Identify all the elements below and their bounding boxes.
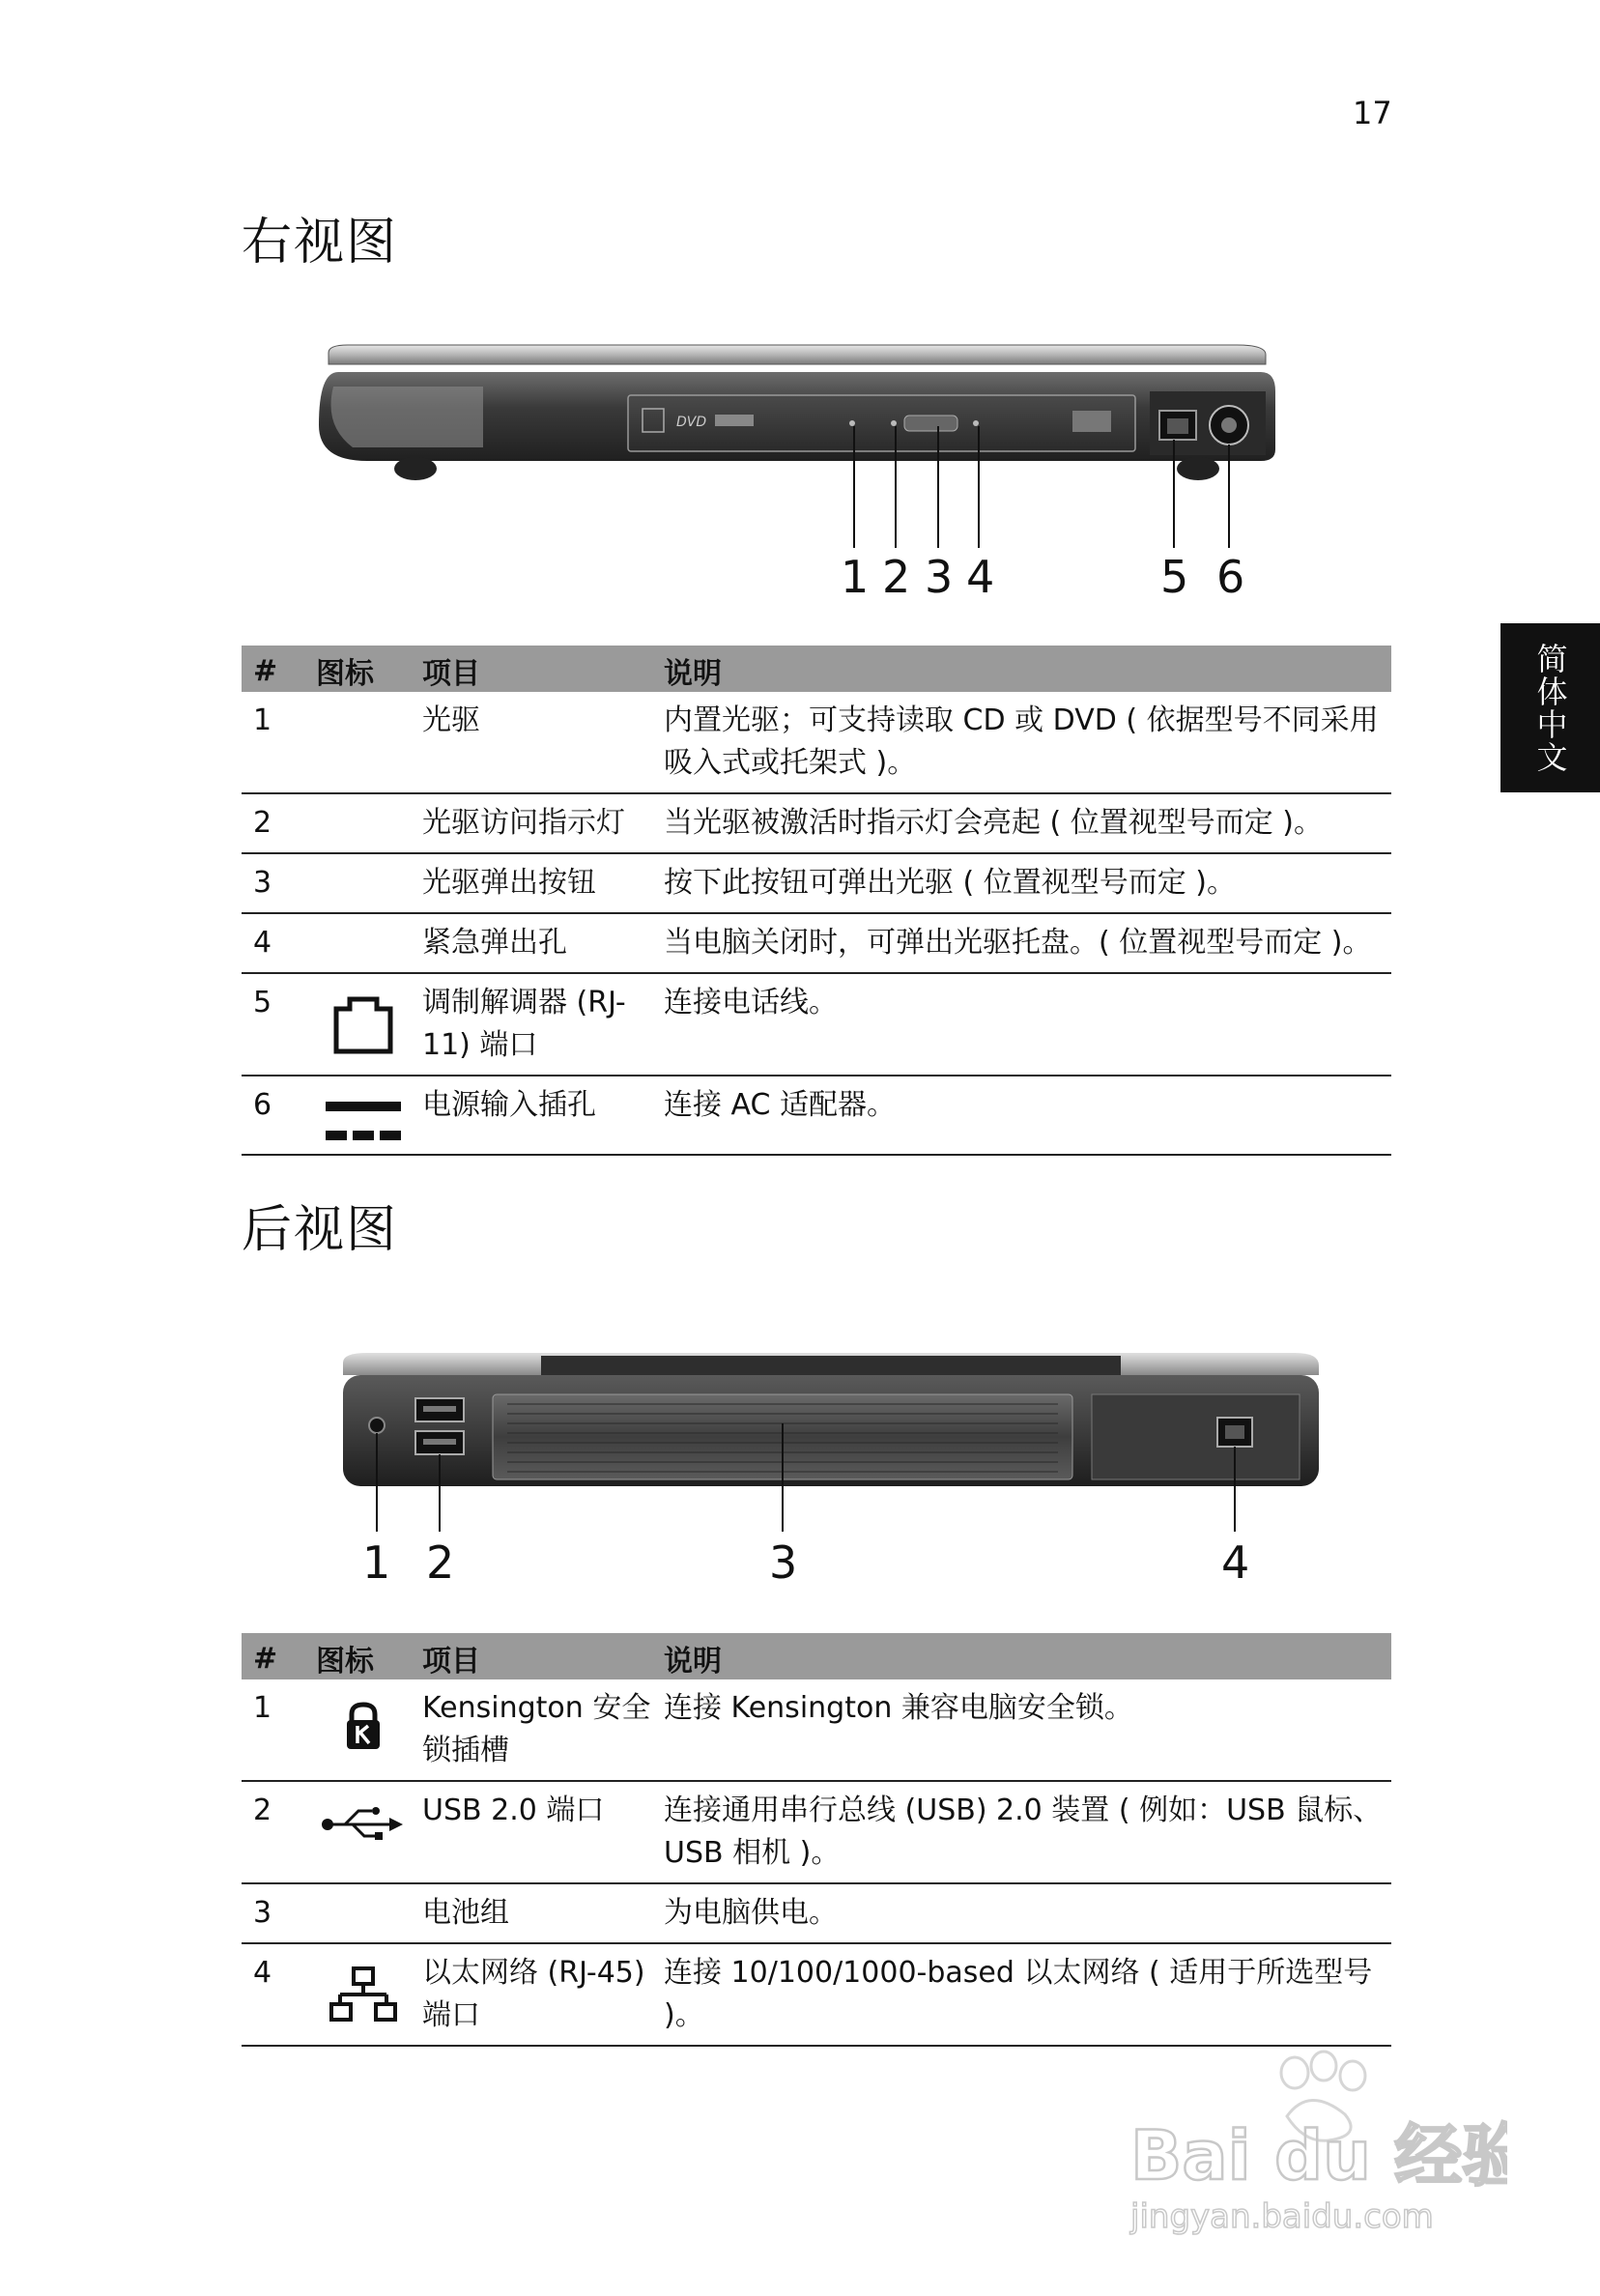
right-view-figure <box>309 333 1295 609</box>
right-callout-3: 3 <box>925 551 954 603</box>
row-num: 6 <box>242 1076 304 1155</box>
right-callout-2: 2 <box>882 551 911 603</box>
ethernet-port-icon <box>329 1966 398 2025</box>
row-icon <box>304 793 411 853</box>
table-row <box>242 1076 1391 1155</box>
header-icon: 图标 <box>304 646 411 692</box>
right-callout-4: 4 <box>966 551 995 603</box>
row-desc: 连接 Kensington 兼容电脑安全锁。 <box>652 1679 1391 1781</box>
rear-view-figure <box>329 1338 1343 1590</box>
row-icon <box>304 913 411 973</box>
row-desc: 内置光驱；可支持读取 CD 或 DVD ( 依据型号不同采用吸入式或托架式 )。 <box>652 692 1391 793</box>
table-row <box>242 1781 1391 1883</box>
header-desc: 说明 <box>652 646 1391 692</box>
modem-port-icon <box>332 995 394 1055</box>
rear-callout-1: 1 <box>362 1536 391 1589</box>
row-num: 1 <box>242 1679 304 1781</box>
row-item: 紧急弹出孔 <box>411 913 652 973</box>
row-num: 4 <box>242 913 304 973</box>
row-num: 2 <box>242 1781 304 1883</box>
row-item: 电源输入插孔 <box>411 1076 652 1155</box>
row-item: 调制解调器 (RJ-11) 端口 <box>411 973 652 1076</box>
baidu-paw-logo-icon <box>1121 2049 1507 2242</box>
table-row <box>242 973 1391 1076</box>
baidu-jingyan-watermark <box>1121 2049 1507 2242</box>
right-view-table <box>242 646 1391 1156</box>
row-desc: 当电脑关闭时，可弹出光驱托盘。( 位置视型号而定 )。 <box>652 913 1391 973</box>
rear-callout-4: 4 <box>1221 1536 1250 1589</box>
row-desc: 连接通用串行总线 (USB) 2.0 装置 ( 例如：USB 鼠标、 USB 相机 )。 <box>652 1781 1391 1883</box>
table-row <box>242 1883 1391 1943</box>
row-item: 电池组 <box>411 1883 652 1943</box>
right-callout-5: 5 <box>1160 551 1189 603</box>
table-row <box>242 1943 1391 2046</box>
table-header-row <box>242 646 1391 692</box>
row-num: 3 <box>242 853 304 913</box>
row-item: 以太网络 (RJ-45) 端口 <box>411 1943 652 2046</box>
rear-callout-3: 3 <box>769 1536 798 1589</box>
row-item: USB 2.0 端口 <box>411 1781 652 1883</box>
header-item: 项目 <box>411 646 652 692</box>
header-num: # <box>242 1633 304 1679</box>
row-desc: 连接电话线。 <box>652 973 1391 1076</box>
row-icon <box>304 1883 411 1943</box>
svg-text:DVD: DVD <box>676 415 707 430</box>
language-side-tab <box>1500 623 1600 792</box>
usb-icon <box>320 1803 407 1842</box>
row-desc: 为电脑供电。 <box>652 1883 1391 1943</box>
header-desc: 说明 <box>652 1633 1391 1679</box>
table-row <box>242 1679 1391 1781</box>
row-item: 光驱 <box>411 692 652 793</box>
row-icon <box>304 692 411 793</box>
page-number: 17 <box>1353 95 1392 131</box>
header-icon: 图标 <box>304 1633 411 1679</box>
row-desc: 当光驱被激活时指示灯会亮起 ( 位置视型号而定 )。 <box>652 793 1391 853</box>
row-num: 2 <box>242 793 304 853</box>
table-row <box>242 692 1391 793</box>
table-row <box>242 913 1391 973</box>
row-item: Kensington 安全锁插槽 <box>411 1679 652 1781</box>
row-num: 3 <box>242 1883 304 1943</box>
watermark-brand: Bai du 经验 <box>1130 2116 1507 2196</box>
header-num: # <box>242 646 304 692</box>
row-icon <box>304 853 411 913</box>
table-row <box>242 853 1391 913</box>
row-desc: 按下此按钮可弹出光驱 ( 位置视型号而定 )。 <box>652 853 1391 913</box>
row-desc: 连接 AC 适配器。 <box>652 1076 1391 1155</box>
right-view-title: 右视图 <box>242 214 399 272</box>
rear-callout-2: 2 <box>426 1536 455 1589</box>
watermark-url: jingyan.baidu.com <box>1130 2197 1434 2236</box>
row-desc: 连接 10/100/1000-based 以太网络 ( 适用于所选型号 )。 <box>652 1943 1391 2046</box>
table-header-row <box>242 1633 1391 1679</box>
row-num: 1 <box>242 692 304 793</box>
dc-in-icon <box>324 1098 403 1146</box>
kensington-lock-icon <box>344 1701 383 1751</box>
row-item: 光驱弹出按钮 <box>411 853 652 913</box>
laptop-right-side-illustration <box>309 333 1295 609</box>
rear-view-title: 后视图 <box>242 1201 399 1259</box>
header-item: 项目 <box>411 1633 652 1679</box>
right-callout-6: 6 <box>1216 551 1245 603</box>
language-side-tab-label: 简体中文 <box>1531 642 1569 774</box>
row-num: 4 <box>242 1943 304 2046</box>
row-num: 5 <box>242 973 304 1076</box>
laptop-rear-illustration <box>329 1338 1343 1590</box>
row-item: 光驱访问指示灯 <box>411 793 652 853</box>
right-callout-1: 1 <box>841 551 870 603</box>
table-row <box>242 793 1391 853</box>
rear-view-table <box>242 1633 1391 2047</box>
